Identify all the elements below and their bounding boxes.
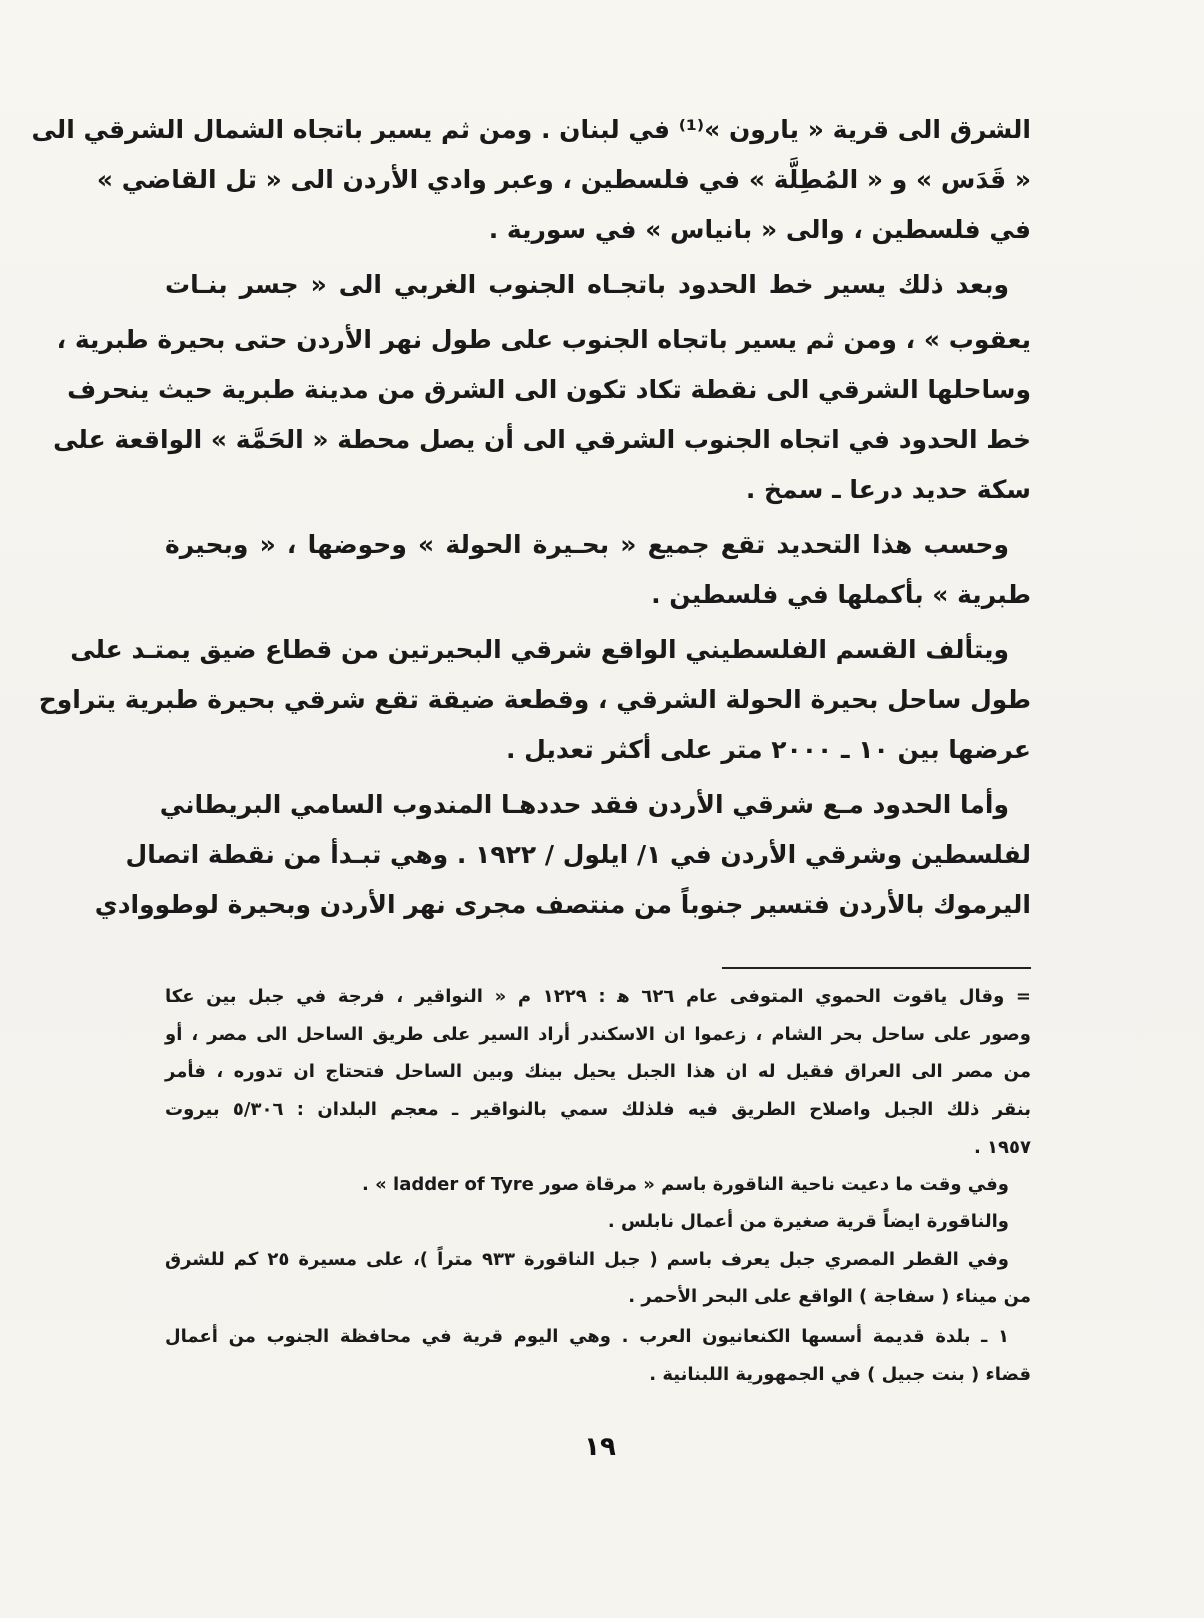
text-line: الشرق الى قرية « يارون »⁽¹⁾ في لبنان . ومن ثم يسير باتجاه الشمال الشرقي الى	[31, 115, 1031, 144]
text-line: عرضها بين ١٠ ـ ٢٠٠٠ متر على أكثر تعديل .	[505, 735, 1031, 764]
text-line: وبعد ذلك يسير خط الحدود باتجـاه الجنوب الغربي الى « جسر بنـات	[165, 270, 1009, 299]
text-line: في فلسطين ، والى « بانياس » في سورية .	[488, 215, 1031, 244]
text-line: خط الحدود في اتجاه الجنوب الشرقي الى أن يصل محطة « الحَمَّة » الواقعة على	[53, 425, 1031, 454]
text-line: يعقوب » ، ومن ثم يسير باتجاه الجنوب على طول نهر الأردن حتى بحيرة طبرية ،	[56, 325, 1031, 354]
footnote-line: وفي القطر المصري جبل يعرف باسم ( جبل الناقورة ٩٣٣ متراً )، على مسيرة ٢٥ كم للشرق	[165, 1249, 1009, 1270]
footnote-line: من مصر الى العراق فقيل له ان هذا الجبل يحيل بينك وبين الساحل فتحتاج ان تدوره ، فأمر	[165, 1061, 1031, 1082]
footnote-line: ١٩٥٧ .	[973, 1137, 1031, 1158]
text-line: طبرية » بأكملها في فلسطين .	[651, 580, 1031, 609]
text-line: « قَدَس » و « المُطِلَّة » في فلسطين ، وعبر وادي الأردن الى « تل القاضي »	[96, 165, 1031, 194]
text-line: ويتألف القسم الفلسطيني الواقع شرقي البحيرتين من قطاع ضيق يمتـد على	[70, 635, 1009, 664]
text-line: طول ساحل بحيرة الحولة الشرقي ، وقطعة ضيقة تقع شرقي بحيرة طبرية يتراوح	[38, 685, 1031, 714]
page-number: ١٩	[584, 1432, 616, 1462]
footnote-line: قضاء ( بنت جبيل ) في الجمهورية اللبنانية .	[649, 1364, 1031, 1385]
text-line: سكة حديد درعا ـ سمخ .	[745, 475, 1031, 504]
footnote-line: والناقورة ايضاً قرية صغيرة من أعمال نابلس .	[607, 1211, 1009, 1232]
footnote-line: وصور على ساحل بحر الشام ، زعموا ان الاسكندر أراد السير على طريق الساحل الى مصر ، أو	[165, 1024, 1031, 1045]
text-line: وحسب هذا التحديد تقع جميع « بحـيرة الحولة » وحوضها ، « وبحيرة	[165, 530, 1009, 559]
text-line: وساحلها الشرقي الى نقطة تكاد تكون الى الشرق من مدينة طبرية حيث ينحرف	[67, 375, 1031, 404]
text-line: وأما الحدود مـع شرقي الأردن فقد حددهـا المندوب السامي البريطاني	[159, 790, 1009, 819]
footnote-line: ١ ـ بلدة قديمة أسسها الكنعانيون العرب . وهي اليوم قرية في محافظة الجنوب من أعمال	[165, 1326, 1009, 1347]
footnote-line: = وقال ياقوت الحموي المتوفى عام ٦٢٦ ﻫ : ١٢٢٩ م « النواقير ، فرجة في جبل بين عكا	[165, 986, 1031, 1007]
footnote-line: بنقر ذلك الجبل واصلاح الطريق فيه فلذلك سمي بالنواقير ـ معجم البلدان : ٥/٣٠٦ بيروت	[165, 1099, 1031, 1120]
footnote-line: وفي وقت ما دعيت ناحية الناقورة باسم « مرقاة صور ladder of Tyre » .	[362, 1174, 1009, 1195]
footnote-separator	[722, 967, 1031, 969]
text-line: اليرموك بالأردن فتسير جنوباً من منتصف مجرى نهر الأردن وبحيرة لوطووادي	[94, 890, 1031, 919]
footnote-line: من ميناء ( سفاجة ) الواقع على البحر الأحمر .	[628, 1286, 1031, 1307]
text-line: لفلسطين وشرقي الأردن في ١/ ايلول / ١٩٢٢ . وهي تبـدأ من نقطة اتصال	[125, 840, 1031, 869]
